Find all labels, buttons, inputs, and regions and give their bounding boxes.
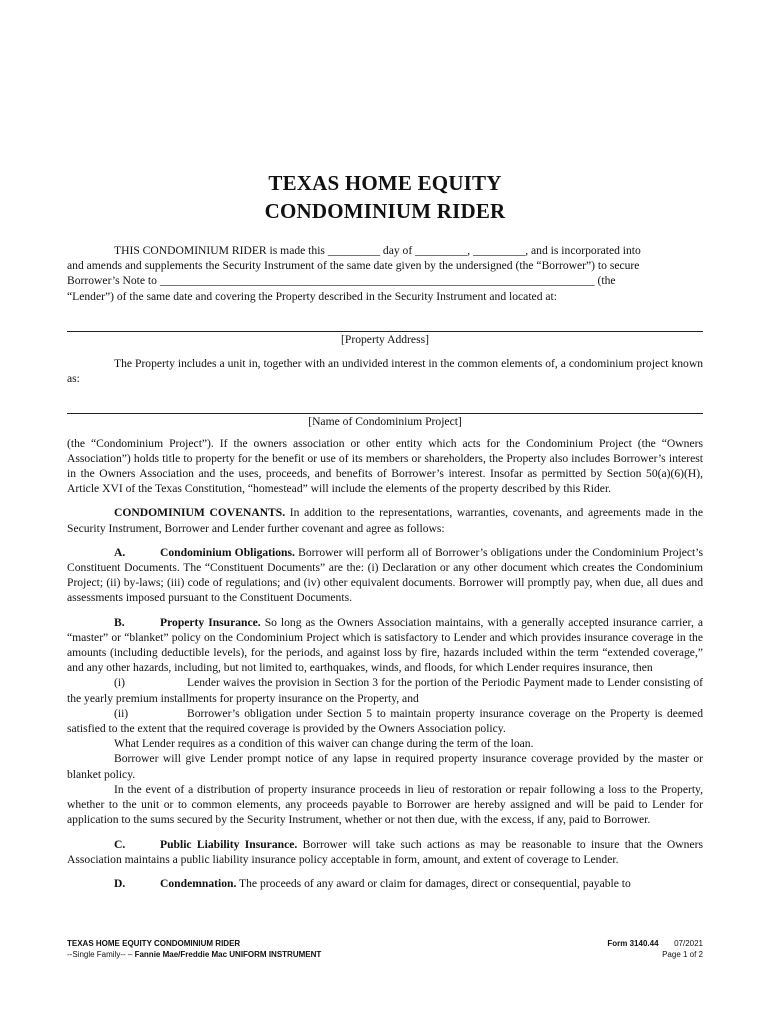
section-c — [67, 837, 703, 867]
section-c-text: Borrower will take such actions as may be reasonable to insure that the Owners Association maintains a public liability insurance policy acceptable in form, amount, and extent of coverage to Lender. — [67, 837, 703, 866]
covenants-paragraph — [67, 505, 703, 535]
section-a-letter: A. — [114, 545, 126, 559]
intro-line2: and amends and supplements the Security Instrument of the same date given by the undersigned (the “Borrower”) to secure — [67, 259, 640, 273]
intro-line3: Borrower’s Note to ___________________________________________________________________________ (the — [67, 274, 616, 288]
footer-instrument-name: Fannie Mae/Freddie Mac UNIFORM INSTRUMENT — [134, 950, 322, 959]
section-a-heading: Condominium Obligations. — [160, 545, 295, 559]
section-b-letter: B. — [114, 615, 125, 629]
section-b-item-i-text: Lender waives the provision in Section 3 for the portion of the Periodic Payment made to Lender consisting of the yearly premium installments for property insurance on the Property, and — [67, 676, 703, 705]
condo-project-line — [67, 400, 703, 414]
section-c-letter: C. — [114, 837, 126, 851]
section-b-waiver: What Lender requires as a condition of this waiver can change during the term of the loan. — [114, 737, 534, 751]
section-b-item-i-num: (i) — [114, 676, 125, 690]
document-body — [67, 243, 703, 891]
covenants-heading: CONDOMINIUM COVENANTS. — [114, 506, 286, 520]
footer-rider-title: TEXAS HOME EQUITY CONDOMINIUM RIDER — [67, 939, 241, 948]
section-b-item-ii — [67, 706, 703, 736]
footer-form-number: Form 3140.44 — [607, 939, 659, 948]
section-d-heading: Condemnation. — [160, 876, 237, 890]
section-d — [67, 876, 703, 891]
footer-instrument — [67, 950, 321, 960]
section-b-notice: Borrower will give Lender prompt notice of any lapse in required property insurance coverage provided by the master or blanket policy. — [67, 752, 703, 781]
covenants-text: In addition to the representations, warranties, covenants, and agreements made in the Security Instrument, Borrower and Lender further covenant and agree as follows: — [67, 506, 703, 535]
footer-form-date: 07/2021 — [674, 939, 703, 948]
section-b-item-ii-num: (ii) — [114, 706, 129, 720]
property-unit-text: The Property includes a unit in, together with an undivided interest in the common elements of, a condominium project known as: — [67, 357, 703, 386]
document-title-line2: CONDOMINIUM RIDER — [264, 199, 506, 223]
footer-page-number: Page 1 of 2 — [662, 950, 703, 959]
section-b — [67, 615, 703, 676]
section-b-item-i — [67, 675, 703, 705]
section-a — [67, 545, 703, 606]
intro-line4: “Lender”) of the same date and covering the Property described in the Security Instrument and located at: — [67, 289, 557, 303]
section-b-distribution: In the event of a distribution of property insurance proceeds in lieu of restoration or repair following a loss to the Property, whether to the unit or to common elements, any proceeds payable to Borrower are hereby assigned and will be paid to Lender for application to the sums secured by the Security Instrument, whether or not then due, with the excess, if any, paid to Borrower. — [67, 782, 703, 827]
section-b-heading: Property Insurance. — [160, 615, 261, 629]
section-d-text: The proceeds of any award or claim for damages, direct or consequential, payable to — [239, 876, 631, 890]
section-a-text: Borrower will perform all of Borrower’s obligations under the Condominium Project’s Constituent Documents. The “Constituent Documents” are the: (i) Declaration or any other document which creates the Condominium Project; (ii) by-laws; (iii) code of regulations; and (iv) other equivalent documents. Borrower will promptly pay, when due, all dues and assessments imposed pursuant to the Constituent Documents. — [67, 545, 704, 605]
footer-form-info — [607, 939, 703, 949]
condo-project-label: [Name of Condominium Project] — [308, 415, 462, 429]
section-c-heading: Public Liability Insurance. — [160, 837, 298, 851]
section-d-letter: D. — [114, 876, 126, 890]
property-address-label: [Property Address] — [341, 332, 429, 346]
footer-instrument-prefix: --Single Family-- – — [67, 950, 135, 959]
document-title-line1: TEXAS HOME EQUITY — [268, 171, 502, 195]
section-b-text: So long as the Owners Association maintains, with a generally accepted insurance carrier, a “master” or “blanket” policy on the Condominium Project which is satisfactory to Lender and which provides insurance coverage in the amounts (including deductible levels), for the periods, and against loss by fire, hazards included within the term “extended coverage,” and any other hazards, including, but not limited to, earthquakes, winds, and floods, for which Lender requires insurance, then — [67, 615, 703, 675]
intro-line1: THIS CONDOMINIUM RIDER is made this _________ day of _________, _________, and is incorporated into — [114, 244, 641, 257]
property-address-line — [67, 318, 703, 332]
section-b-item-ii-text: Borrower’s obligation under Section 5 to maintain property insurance coverage on the Property is deemed satisfied to the extent that the required coverage is provided by the Owners Association policy. — [67, 706, 703, 736]
condo-project-definition: (the “Condominium Project”). If the owners association or other entity which acts for the Condominium Project (the “Owners Association”) holds title to property for the benefit or use of its members or shareholders, the Property also includes Borrower’s interest in the Owners Association and the uses, proceeds, and benefits of Borrower’s interest. Insofar as permitted by Section 50(a)(6)(H), Article XVI of the Texas Constitution, “homestead” will include the elements of the property described by this Rider. — [67, 436, 703, 496]
